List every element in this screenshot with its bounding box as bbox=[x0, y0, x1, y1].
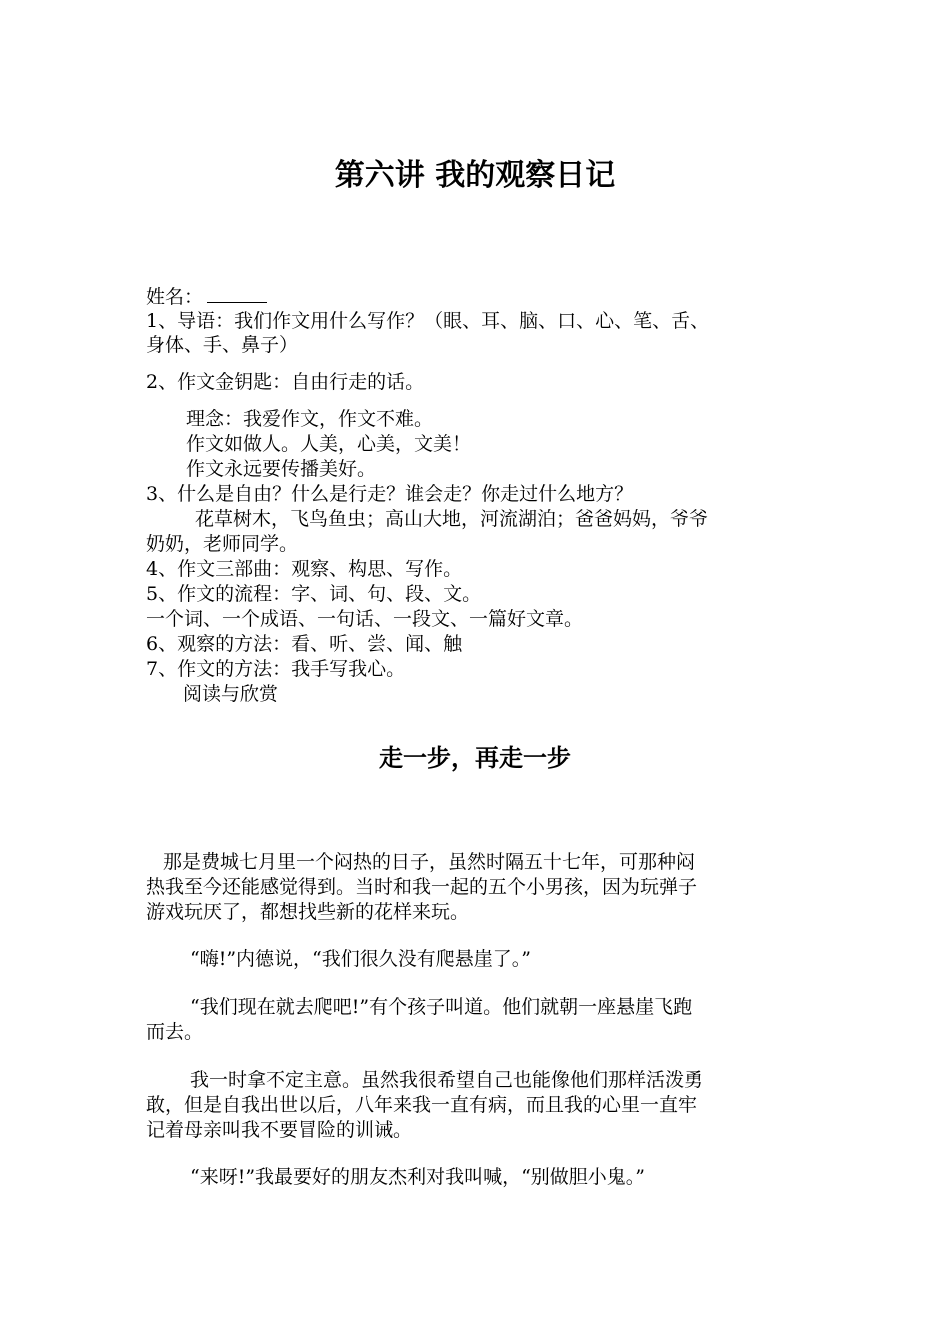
reading-section-label: 阅读与欣赏 bbox=[183, 683, 279, 705]
item-2-concept-c: 作文永远要传播美好。 bbox=[186, 458, 377, 480]
item-7: 7、作文的方法：我手写我心。 bbox=[146, 658, 406, 680]
story-p1-line-c: 游戏玩厌了，都想找些新的花样来玩。 bbox=[146, 901, 470, 923]
story-p1-line-a: 那是费城七月里一个闷热的日子，虽然时隔五十七年，可那种闷 bbox=[163, 851, 696, 873]
story-title: 走一步，再走一步 bbox=[379, 743, 571, 772]
item-1-line-a: 1、导语：我们作文用什么写作？（眼、耳、脑、口、心、笔、舌、 bbox=[146, 310, 710, 332]
story-p4-line-c: 记着母亲叫我不要冒险的训诫。 bbox=[146, 1119, 413, 1141]
story-p4-line-b: 敢，但是自我出世以后，八年来我一直有病，而且我的心里一直牢 bbox=[146, 1094, 698, 1116]
item-5: 5、作文的流程：字、词、句、段、文。 bbox=[146, 583, 482, 605]
item-3-line-a: 花草树木，飞鸟鱼虫；高山大地，河流湖泊；爸爸妈妈，爷爷 bbox=[195, 508, 709, 530]
story-p2: “嗨!”内德说，“我们很久没有爬悬崖了。” bbox=[190, 948, 531, 970]
story-p1-line-b: 热我至今还能感觉得到。当时和我一起的五个小男孩，因为玩弹子 bbox=[146, 876, 698, 898]
item-4: 4、作文三部曲：观察、构思、写作。 bbox=[146, 558, 463, 580]
name-field bbox=[146, 284, 806, 309]
story-p4-line-a: 我一时拿不定主意。虽然我很希望自己也能像他们那样活泼勇 bbox=[190, 1069, 704, 1091]
item-2-concept-b: 作文如做人。人美，心美，文美！ bbox=[186, 433, 472, 455]
item-5-line-a: 一个词、一个成语、一句话、一段文、一篇好文章。 bbox=[146, 608, 584, 630]
page-title: 第六讲 我的观察日记 bbox=[334, 158, 616, 193]
item-2-concept-a: 理念：我爱作文，作文不难。 bbox=[186, 408, 434, 430]
item-3-line-b: 奶奶，老师同学。 bbox=[146, 533, 299, 555]
story-p3-line-a: “我们现在就去爬吧!”有个孩子叫道。他们就朝一座悬崖飞跑 bbox=[190, 996, 693, 1018]
item-1-line-b: 身体、手、鼻子） bbox=[146, 334, 299, 356]
name-label: 姓名： bbox=[146, 286, 204, 308]
item-3: 3、什么是自由？什么是行走？谁会走？你走过什么地方？ bbox=[146, 483, 634, 505]
name-blank bbox=[207, 284, 267, 303]
story-p5: “来呀!”我最要好的朋友杰利对我叫喊，“别做胆小鬼。” bbox=[190, 1166, 645, 1188]
story-p3-line-b: 而去。 bbox=[146, 1021, 204, 1043]
item-2: 2、作文金钥匙：自由行走的话。 bbox=[146, 371, 425, 393]
item-6: 6、观察的方法：看、听、尝、闻、触 bbox=[146, 633, 463, 655]
